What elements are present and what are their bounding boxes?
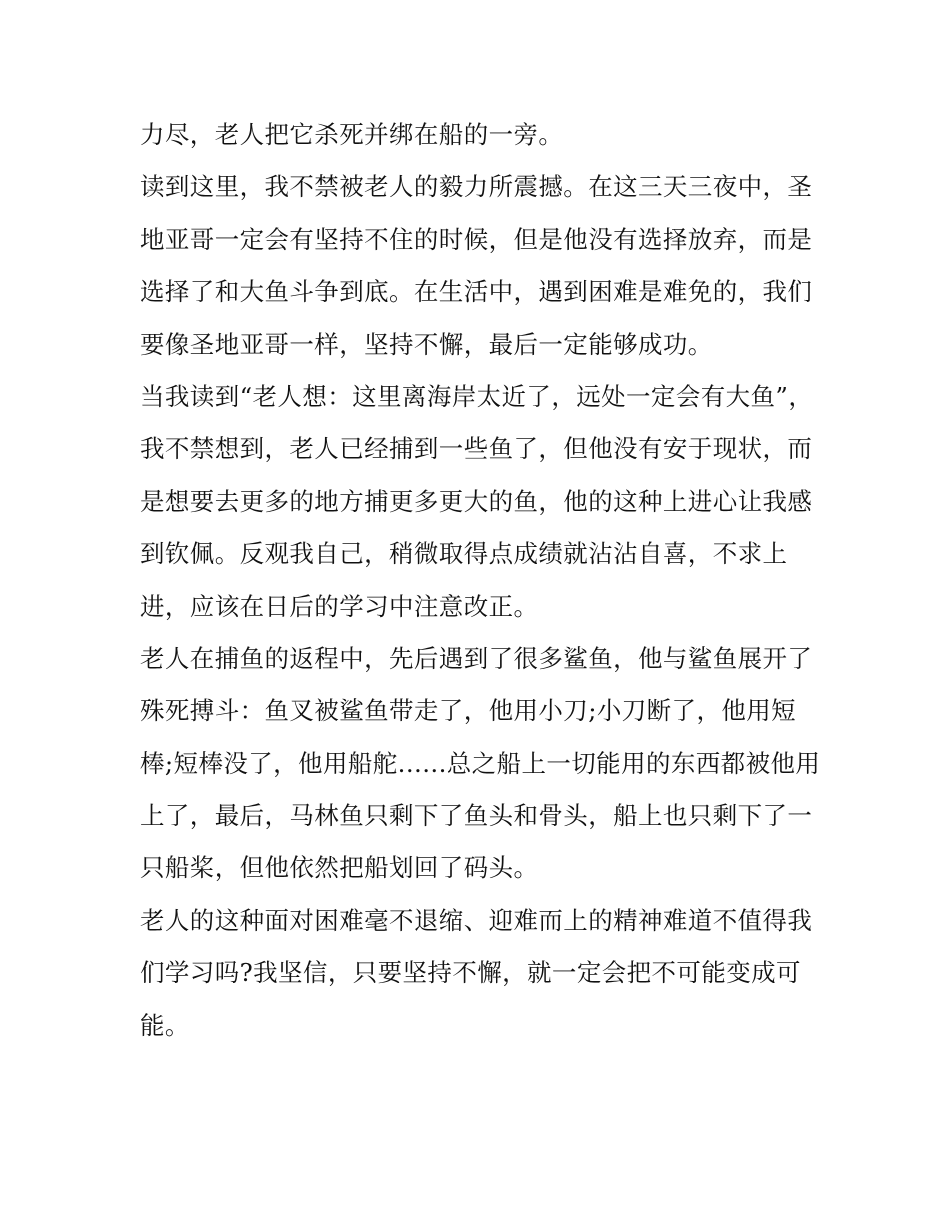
text-line: 进，应该在日后的学习中注意改正。 (140, 591, 539, 621)
text-line: 力尽，老人把它杀死并绑在船的一旁。 (140, 120, 564, 149)
text-line: 上了，最后，马林鱼只剩下了鱼头和骨头，船上也只剩下了一 (140, 801, 813, 831)
text-line: 要像圣地亚哥一样，坚持不懈，最后一定能够成功。 (140, 329, 713, 359)
text-line: 当我读到“老人想：这里离海岸太近了，远处一定会有大鱼”， (140, 381, 814, 411)
text-line: 读到这里，我不禁被老人的毅力所震撼。在这三天三夜中，圣 (140, 172, 813, 202)
text-line: 只船桨，但他依然把船划回了码头。 (140, 853, 539, 883)
text-line: 棒;短棒没了，他用船舵......总之船上一切能用的东西都被他用 (140, 748, 821, 778)
text-line: 选择了和大鱼斗争到底。在生活中，遇到困难是难免的，我们 (140, 277, 813, 307)
text-line: 能。 (140, 1010, 190, 1040)
text-line: 殊死搏斗：鱼叉被鲨鱼带走了，他用小刀;小刀断了，他用短 (140, 696, 797, 726)
text-line: 到钦佩。反观我自己，稍微取得点成绩就沾沾自喜，不求上 (140, 539, 788, 569)
text-line: 是想要去更多的地方捕更多更大的鱼，他的这种上进心让我感 (140, 486, 813, 516)
text-line: 地亚哥一定会有坚持不住的时候，但是他没有选择放弃，而是 (140, 224, 813, 254)
text-line: 我不禁想到，老人已经捕到一些鱼了，但他没有安于现状，而 (140, 434, 813, 464)
essay-text (140, 109, 820, 1052)
text-line: 老人的这种面对困难毫不退缩、迎难而上的精神难道不值得我 (140, 905, 813, 935)
text-line: 老人在捕鱼的返程中，先后遇到了很多鲨鱼，他与鲨鱼展开了 (140, 643, 813, 673)
text-line: 们学习吗?我坚信，只要坚持不懈，就一定会把不可能变成可 (140, 958, 801, 988)
